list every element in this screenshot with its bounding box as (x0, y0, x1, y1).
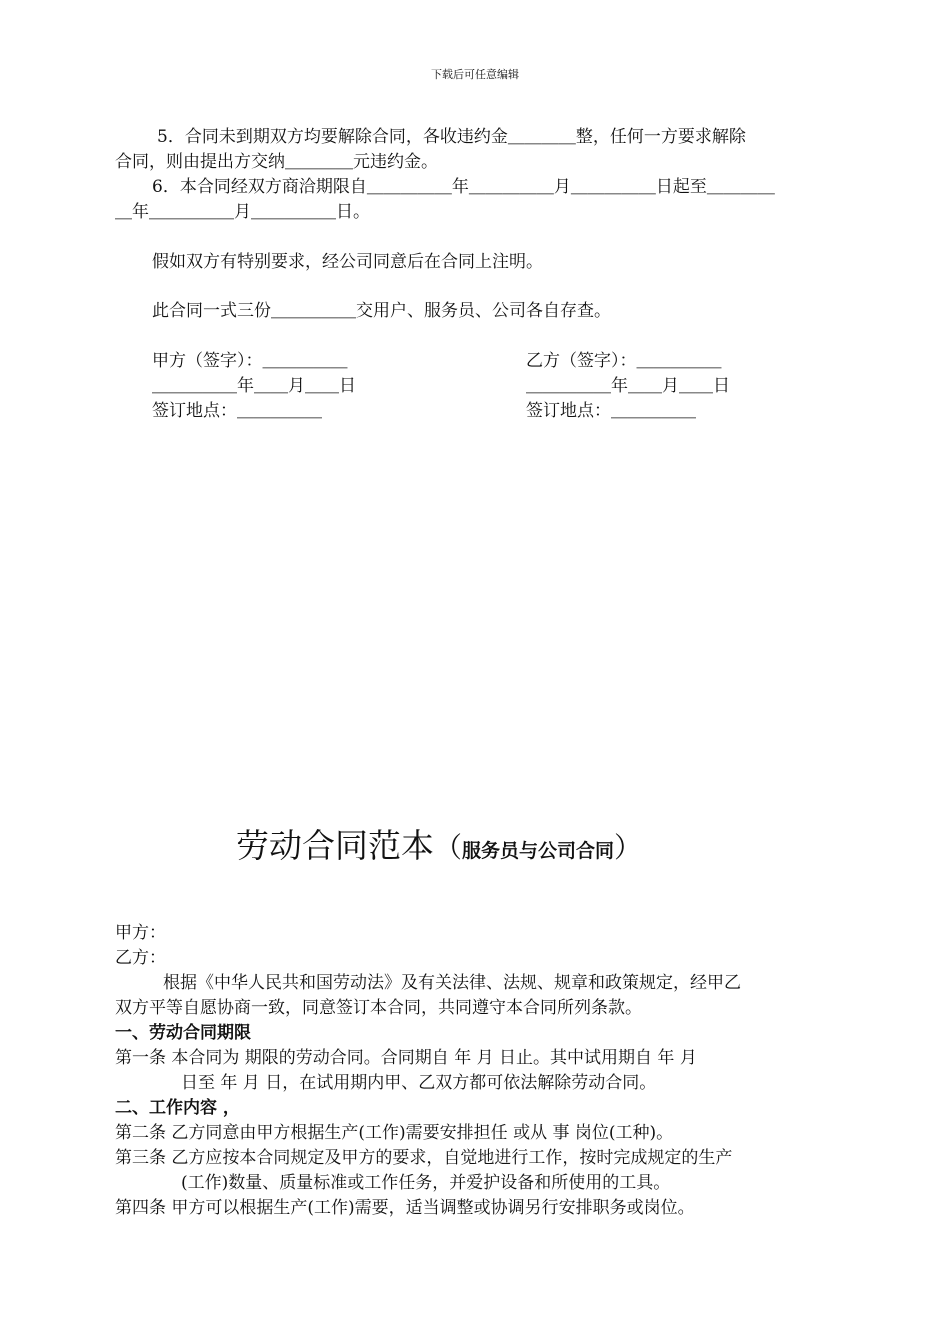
clause-6-line-1: 6．本合同经双方商洽期限自＿＿＿＿＿年＿＿＿＿＿月＿＿＿＿＿日起至＿＿＿＿ (152, 177, 775, 197)
title-main: 劳动合同范本 (236, 826, 434, 865)
article-4: 第四条 甲方可以根据生产(工作)需要，适当调整或协调另行安排职务或岗位。 (115, 1198, 695, 1218)
party-b-signature: 乙方（签字）：＿＿＿＿＿ (526, 351, 722, 371)
party-b-date: ＿＿＿＿＿年＿＿月＿＿日 (526, 376, 730, 396)
article-1-line-2: 日至 年 月 日，在试用期内甲、乙双方都可依法解除劳动合同。 (181, 1073, 657, 1093)
clause-6-line-2: ＿年＿＿＿＿＿月＿＿＿＿＿日。 (115, 202, 370, 222)
intro-line-1: 根据《中华人民共和国劳动法》及有关法律、法规、规章和政策规定，经甲乙 (163, 973, 741, 993)
party-a-signature: 甲方（签字）：＿＿＿＿＿ (152, 351, 348, 371)
page-header: 下载后可任意编辑 (431, 68, 519, 81)
party-a-place: 签订地点：＿＿＿＿＿ (152, 401, 322, 421)
party-b-label: 乙方： (115, 948, 166, 968)
article-3-line-2: (工作)数量、质量标准或工作任务，并爱护设备和所使用的工具。 (181, 1173, 671, 1193)
document-title (236, 826, 642, 871)
article-2: 第二条 乙方同意由甲方根据生产(工作)需要安排担任 或从 事 岗位(工种)。 (115, 1123, 674, 1143)
intro-line-2: 双方平等自愿协商一致，同意签订本合同，共同遵守本合同所列条款。 (115, 998, 642, 1018)
party-a-date: ＿＿＿＿＿年＿＿月＿＿日 (152, 376, 356, 396)
section-1-heading: 一、劳动合同期限 (115, 1023, 251, 1043)
title-open-paren: （ (434, 831, 463, 864)
title-subtitle: 服务员与公司合同 (462, 840, 615, 862)
clause-5-line-2: 合同，则由提出方交纳＿＿＿＿元违约金。 (115, 152, 438, 172)
clause-5-line-1: 5．合同未到期双方均要解除合同，各收违约金＿＿＿＿整，任何一方要求解除 (157, 127, 746, 147)
party-b-place: 签订地点：＿＿＿＿＿ (526, 401, 696, 421)
article-3-line-1: 第三条 乙方应按本合同规定及甲方的要求，自觉地进行工作，按时完成规定的生产 (115, 1148, 733, 1168)
party-a-label: 甲方： (115, 923, 166, 943)
article-1-line-1: 第一条 本合同为 期限的劳动合同。合同期自 年 月 日止。其中试用期自 年 月 (115, 1048, 697, 1068)
title-close-paren: ） (614, 831, 643, 864)
special-note: 假如双方有特别要求，经公司同意后在合同上注明。 (152, 252, 543, 272)
copies-note: 此合同一式三份＿＿＿＿＿交用户、服务员、公司各自存查。 (152, 301, 611, 321)
section-2-heading: 二、工作内容 ， (115, 1098, 240, 1118)
